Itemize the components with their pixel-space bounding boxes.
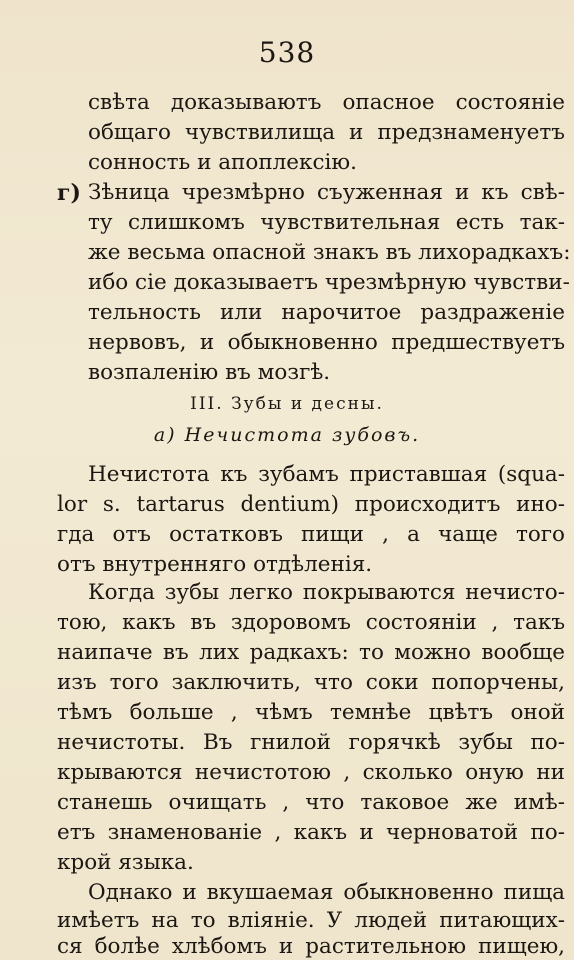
- text-line: имѣетъ на то влiянiе. У людей питающих-: [57, 908, 565, 933]
- text-line: Нечистота къ зубамъ приставшая (squa-: [88, 462, 565, 487]
- text-line: тою, какъ въ здоровомъ состоянiи , такъ: [57, 610, 565, 635]
- text-line: общаго чувствилища и предзнаменуетъ: [88, 120, 565, 145]
- text-line: же весьма опасной знакъ въ лихорадкахъ:: [88, 240, 571, 265]
- text-line: возпаленiю въ мозгѣ.: [88, 360, 331, 385]
- item-label: г): [57, 180, 81, 206]
- text-line: крой языка.: [57, 850, 194, 875]
- text-line: Однако и вкушаемая обыкновенно пища: [88, 880, 565, 905]
- text-line: етъ знаменованiе , какъ и черноватой по-: [57, 820, 565, 845]
- text-line: тельность или нарочитое раздраженiе: [88, 300, 565, 325]
- text-line: крываются нечистотою , сколько оную ни: [57, 760, 565, 785]
- text-line: отъ внутренняго отдѣленiя.: [57, 552, 373, 577]
- subsection-heading: а) Нечистота зубовъ.: [153, 424, 421, 446]
- section-heading: III. Зубы и десны.: [190, 394, 384, 414]
- text-line: нервовъ, и обыкновенно предшествуетъ: [88, 330, 565, 355]
- text-line: гда отъ остатковъ пищи , а чаще того: [57, 522, 565, 547]
- text-line: тѣмъ больше , чѣмъ темнѣе цвѣтъ оной: [57, 700, 565, 725]
- text-line: Зѣница чрезмѣрно съуженная и къ свѣ-: [88, 180, 565, 205]
- text-line: изъ того заключить, что соки попорчены,: [57, 670, 565, 695]
- text-line: свѣта доказываютъ опасное состоянiе: [88, 90, 565, 115]
- text-line: lor s. tartarus dentium) происходитъ ино-: [57, 492, 565, 517]
- text-line: станешь очищать , что таковое же имѣ-: [57, 790, 565, 815]
- text-line: Когда зубы легко покрываются нечисто-: [88, 580, 565, 605]
- text-line: ся болѣе хлѣбомъ и растительною пищею,: [57, 934, 565, 959]
- text-line: сонность и апоплексiю.: [88, 150, 357, 175]
- text-line: наипаче въ лих радкахъ: то можно вообще: [57, 640, 565, 665]
- text-line: нечистоты. Въ гнилой горячкѣ зубы по-: [57, 730, 565, 755]
- text-line: ибо сiе доказываетъ чрезмѣрную чувстви-: [88, 270, 570, 295]
- text-line: ту слишкомъ чувствительная есть так-: [88, 210, 565, 235]
- page-number: 538: [258, 36, 316, 69]
